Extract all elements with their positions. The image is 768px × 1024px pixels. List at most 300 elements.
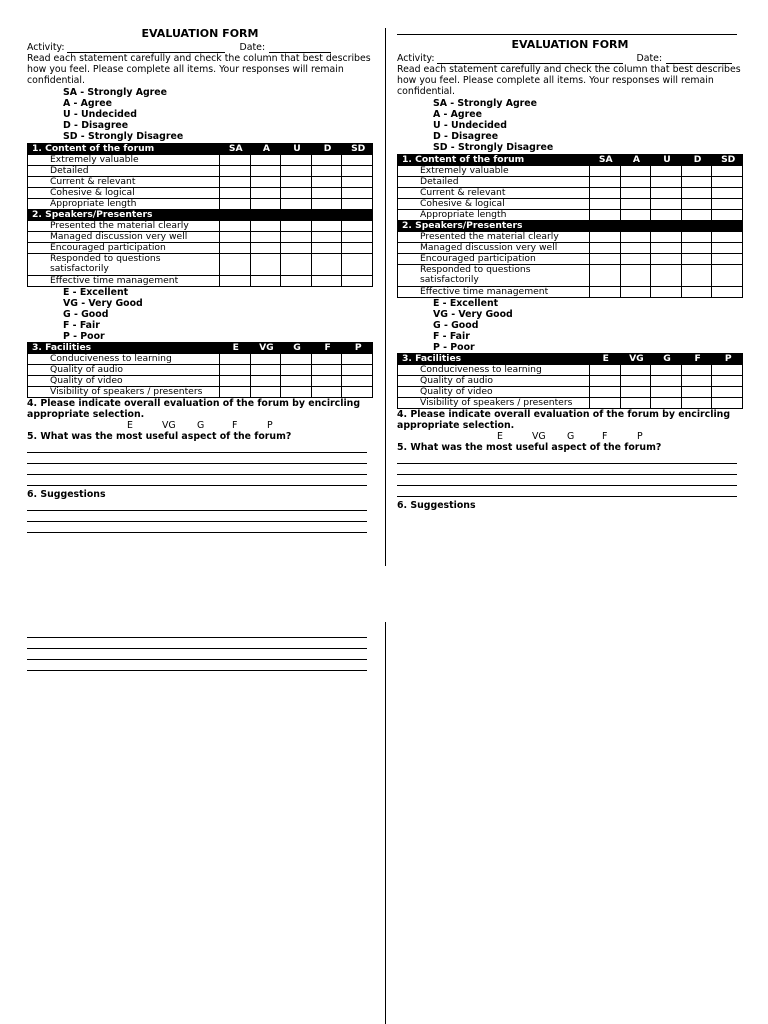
form-title: EVALUATION FORM — [511, 38, 629, 51]
answer-line[interactable] — [27, 500, 367, 511]
check-cell[interactable] — [342, 187, 373, 198]
answer-line[interactable] — [27, 627, 367, 638]
legend-item: G - Good — [433, 319, 479, 331]
table-row — [28, 154, 373, 165]
item-label: Visibility of speakers / presenters — [28, 387, 220, 398]
choice-option[interactable]: G — [197, 420, 205, 432]
column-header: G — [281, 343, 312, 354]
check-cell[interactable] — [311, 165, 342, 176]
check-cell[interactable] — [651, 242, 682, 253]
check-cell[interactable] — [250, 220, 281, 231]
check-cell[interactable] — [220, 154, 251, 165]
check-cell[interactable] — [342, 154, 373, 165]
check-cell[interactable] — [250, 198, 281, 209]
legend-item: F - Fair — [433, 331, 470, 343]
question-5: 5. What was the most useful aspect of the forum? — [27, 431, 292, 443]
table-row — [28, 387, 373, 398]
check-cell[interactable] — [342, 376, 373, 387]
check-cell[interactable] — [281, 387, 312, 398]
table-row — [398, 253, 743, 264]
check-cell[interactable] — [311, 242, 342, 253]
check-cell[interactable] — [281, 176, 312, 187]
table-row — [398, 387, 743, 398]
check-cell[interactable] — [281, 220, 312, 231]
question-6: 6. Suggestions — [27, 489, 106, 501]
answer-line[interactable] — [27, 453, 367, 464]
legend-item: P - Poor — [433, 342, 475, 354]
check-cell[interactable] — [342, 231, 373, 242]
check-cell[interactable] — [651, 365, 682, 376]
check-cell[interactable] — [342, 365, 373, 376]
column-divider-top — [385, 28, 386, 566]
column-header: SD — [342, 143, 373, 154]
check-cell[interactable] — [651, 376, 682, 387]
check-cell[interactable] — [651, 387, 682, 398]
table-row — [28, 365, 373, 376]
check-cell[interactable] — [342, 354, 373, 365]
legend-item: SD - Strongly Disagree — [63, 131, 184, 143]
item-label: Appropriate length — [398, 209, 590, 220]
check-cell[interactable] — [311, 176, 342, 187]
check-cell[interactable] — [681, 286, 712, 297]
check-cell[interactable] — [590, 176, 621, 187]
activity-label: Activity: — [397, 52, 435, 64]
check-cell[interactable] — [220, 198, 251, 209]
check-cell[interactable] — [311, 231, 342, 242]
check-cell[interactable] — [220, 242, 251, 253]
activity-date-row — [397, 52, 743, 64]
check-cell[interactable] — [311, 387, 342, 398]
check-cell[interactable] — [220, 220, 251, 231]
legend-item: G - Good — [63, 308, 109, 320]
check-cell[interactable] — [281, 354, 312, 365]
check-cell[interactable] — [620, 242, 651, 253]
check-cell[interactable] — [220, 165, 251, 176]
item-label: Detailed — [398, 176, 590, 187]
column-header: SA — [590, 154, 621, 165]
item-label: Extremely valuable — [398, 165, 590, 176]
item-label: Visibility of speakers / presenters — [398, 398, 590, 409]
check-cell[interactable] — [590, 264, 621, 286]
choice-option[interactable]: VG — [532, 431, 546, 443]
check-cell[interactable] — [250, 376, 281, 387]
check-cell[interactable] — [281, 231, 312, 242]
check-cell[interactable] — [681, 242, 712, 253]
answer-line[interactable] — [27, 464, 367, 475]
table-row — [398, 209, 743, 220]
legend-item: A - Agree — [433, 108, 482, 120]
check-cell[interactable] — [651, 231, 682, 242]
check-cell[interactable] — [681, 165, 712, 176]
check-cell[interactable] — [220, 231, 251, 242]
check-cell[interactable] — [712, 398, 743, 409]
overall-choices — [397, 431, 743, 442]
column-header: F — [311, 343, 342, 354]
legend-item: D - Disagree — [63, 120, 129, 132]
check-cell[interactable] — [681, 209, 712, 220]
column-header: E — [590, 354, 621, 365]
check-cell[interactable] — [681, 198, 712, 209]
check-cell[interactable] — [651, 187, 682, 198]
table-row — [398, 286, 743, 297]
column-header: D — [311, 143, 342, 154]
column-divider-bottom — [385, 622, 386, 1024]
check-cell[interactable] — [250, 231, 281, 242]
item-label: Effective time management — [398, 286, 590, 297]
check-cell[interactable] — [342, 165, 373, 176]
choice-option[interactable]: E — [127, 420, 133, 432]
check-cell[interactable] — [681, 176, 712, 187]
check-cell[interactable] — [342, 387, 373, 398]
check-cell[interactable] — [712, 365, 743, 376]
date-label: Date: — [636, 52, 663, 64]
section-title: 2. Speakers/Presenters — [398, 220, 743, 231]
section-title: 2. Speakers/Presenters — [28, 209, 373, 220]
check-cell[interactable] — [590, 231, 621, 242]
table-row — [28, 220, 373, 231]
activity-field[interactable] — [437, 54, 623, 64]
item-label: Encouraged participation — [398, 253, 590, 264]
activity-field[interactable] — [67, 43, 225, 53]
check-cell[interactable] — [651, 398, 682, 409]
check-cell[interactable] — [620, 365, 651, 376]
legend-item: SA - Strongly Agree — [63, 86, 168, 98]
check-cell[interactable] — [281, 154, 312, 165]
top-rule — [397, 34, 737, 35]
choice-option[interactable]: F — [232, 420, 238, 432]
section-header-content — [28, 143, 373, 154]
choice-option[interactable]: E — [497, 431, 503, 443]
check-cell[interactable] — [590, 165, 621, 176]
item-label: Effective time management — [28, 275, 220, 286]
table-row — [398, 365, 743, 376]
check-cell[interactable] — [220, 354, 251, 365]
check-cell[interactable] — [220, 253, 251, 275]
date-field[interactable] — [269, 43, 331, 53]
choice-option[interactable]: G — [567, 431, 575, 443]
check-cell[interactable] — [281, 242, 312, 253]
item-label: Extremely valuable — [28, 154, 220, 165]
check-cell[interactable] — [681, 376, 712, 387]
check-cell[interactable] — [712, 387, 743, 398]
item-label: Quality of audio — [28, 365, 220, 376]
table-row — [28, 354, 373, 365]
check-cell[interactable] — [620, 253, 651, 264]
item-label: Cohesive & logical — [398, 198, 590, 209]
check-cell[interactable] — [281, 165, 312, 176]
item-label: Managed discussion very well — [28, 231, 220, 242]
check-cell[interactable] — [311, 376, 342, 387]
section-title: 1. Content of the forum — [28, 143, 220, 154]
table-row — [398, 187, 743, 198]
table-row — [398, 398, 743, 409]
date-field[interactable] — [666, 54, 732, 64]
table-row — [398, 376, 743, 387]
section-header-speakers — [398, 220, 743, 231]
check-cell[interactable] — [712, 198, 743, 209]
check-cell[interactable] — [620, 286, 651, 297]
column-header: E — [220, 343, 251, 354]
check-cell[interactable] — [590, 198, 621, 209]
column-header: U — [651, 154, 682, 165]
legend-item: A - Agree — [63, 97, 112, 109]
check-cell[interactable] — [681, 187, 712, 198]
item-label: Presented the material clearly — [28, 220, 220, 231]
check-cell[interactable] — [712, 242, 743, 253]
check-cell[interactable] — [712, 187, 743, 198]
check-cell[interactable] — [220, 387, 251, 398]
check-cell[interactable] — [281, 365, 312, 376]
check-cell[interactable] — [250, 365, 281, 376]
check-cell[interactable] — [342, 176, 373, 187]
check-cell[interactable] — [281, 253, 312, 275]
check-cell[interactable] — [590, 365, 621, 376]
check-cell[interactable] — [620, 231, 651, 242]
instructions: Read each statement carefully and check the column that best describes how you feel. Please complete all items. Your responses will remain confidential. — [27, 53, 371, 87]
column-header: G — [651, 354, 682, 365]
check-cell[interactable] — [620, 264, 651, 286]
check-cell[interactable] — [250, 176, 281, 187]
check-cell[interactable] — [712, 209, 743, 220]
check-cell[interactable] — [342, 275, 373, 286]
check-cell[interactable] — [651, 286, 682, 297]
section-header-speakers — [28, 209, 373, 220]
check-cell[interactable] — [651, 264, 682, 286]
answer-line[interactable] — [27, 442, 367, 453]
table-row — [28, 253, 373, 275]
item-label: Quality of audio — [398, 376, 590, 387]
rating-table-facilities — [27, 342, 373, 398]
column-header: A — [250, 143, 281, 154]
check-cell[interactable] — [311, 365, 342, 376]
check-cell[interactable] — [250, 253, 281, 275]
answer-line[interactable] — [27, 649, 367, 660]
check-cell[interactable] — [281, 187, 312, 198]
check-cell[interactable] — [681, 264, 712, 286]
check-cell[interactable] — [220, 376, 251, 387]
legend-item: P - Poor — [63, 331, 105, 343]
check-cell[interactable] — [342, 198, 373, 209]
check-cell[interactable] — [311, 275, 342, 286]
check-cell[interactable] — [250, 275, 281, 286]
rating-table-agreement — [27, 143, 373, 287]
check-cell[interactable] — [620, 209, 651, 220]
check-cell[interactable] — [590, 376, 621, 387]
section-header-content — [398, 154, 743, 165]
check-cell[interactable] — [651, 209, 682, 220]
table-row — [28, 242, 373, 253]
legend-item: SA - Strongly Agree — [433, 97, 538, 109]
rating-legend — [27, 287, 373, 343]
check-cell[interactable] — [712, 176, 743, 187]
check-cell[interactable] — [712, 253, 743, 264]
check-cell[interactable] — [590, 398, 621, 409]
check-cell[interactable] — [250, 165, 281, 176]
section-title: 3. Facilities — [398, 354, 590, 365]
activity-date-row — [27, 41, 373, 53]
check-cell[interactable] — [311, 187, 342, 198]
check-cell[interactable] — [590, 187, 621, 198]
check-cell[interactable] — [590, 242, 621, 253]
column-header: D — [681, 154, 712, 165]
check-cell[interactable] — [342, 220, 373, 231]
check-cell[interactable] — [651, 253, 682, 264]
check-cell[interactable] — [250, 154, 281, 165]
check-cell[interactable] — [681, 253, 712, 264]
check-cell[interactable] — [620, 187, 651, 198]
item-label: Quality of video — [398, 387, 590, 398]
check-cell[interactable] — [712, 264, 743, 286]
check-cell[interactable] — [590, 209, 621, 220]
check-cell[interactable] — [681, 231, 712, 242]
table-row — [398, 165, 743, 176]
item-label: Appropriate length — [28, 198, 220, 209]
legend-item: F - Fair — [63, 320, 100, 332]
table-row — [28, 231, 373, 242]
agree-legend — [397, 98, 743, 154]
form-title: EVALUATION FORM — [141, 27, 259, 40]
check-cell[interactable] — [590, 387, 621, 398]
check-cell[interactable] — [250, 242, 281, 253]
column-header: VG — [620, 354, 651, 365]
check-cell[interactable] — [712, 231, 743, 242]
question-5: 5. What was the most useful aspect of the forum? — [397, 442, 662, 454]
answer-line[interactable] — [27, 475, 367, 486]
evaluation-form-left — [27, 27, 373, 533]
answer-line[interactable] — [397, 464, 737, 475]
check-cell[interactable] — [220, 365, 251, 376]
check-cell[interactable] — [681, 365, 712, 376]
check-cell[interactable] — [651, 198, 682, 209]
table-row — [398, 242, 743, 253]
check-cell[interactable] — [620, 387, 651, 398]
check-cell[interactable] — [220, 187, 251, 198]
check-cell[interactable] — [651, 176, 682, 187]
item-label: Cohesive & logical — [28, 187, 220, 198]
answer-line[interactable] — [27, 522, 367, 533]
rating-table-facilities — [397, 353, 743, 409]
check-cell[interactable] — [620, 398, 651, 409]
check-cell[interactable] — [651, 165, 682, 176]
table-row — [28, 176, 373, 187]
rating-table-agreement — [397, 154, 743, 298]
suggestion-lines-continued — [27, 627, 367, 671]
legend-item: SD - Strongly Disagree — [433, 142, 554, 154]
table-row — [398, 231, 743, 242]
column-header: A — [620, 154, 651, 165]
legend-item: E - Excellent — [63, 286, 129, 298]
column-header: P — [712, 354, 743, 365]
question-4: 4. Please indicate overall evaluation of the forum by encircling appropriate selection. — [27, 398, 361, 421]
legend-item: D - Disagree — [433, 131, 499, 143]
check-cell[interactable] — [220, 275, 251, 286]
check-cell[interactable] — [620, 176, 651, 187]
section-title: 1. Content of the forum — [398, 154, 590, 165]
question-6: 6. Suggestions — [397, 500, 476, 512]
question-4: 4. Please indicate overall evaluation of the forum by encircling appropriate selection. — [397, 409, 731, 432]
answer-line[interactable] — [397, 453, 737, 464]
choice-option[interactable]: F — [602, 431, 608, 443]
rating-legend — [397, 298, 743, 354]
date-label: Date: — [239, 41, 266, 53]
table-row — [28, 165, 373, 176]
check-cell[interactable] — [712, 376, 743, 387]
check-cell[interactable] — [342, 253, 373, 275]
column-header: VG — [250, 343, 281, 354]
agree-legend — [27, 87, 373, 143]
column-header: U — [281, 143, 312, 154]
check-cell[interactable] — [590, 253, 621, 264]
overall-choices — [27, 420, 373, 431]
check-cell[interactable] — [250, 387, 281, 398]
check-cell[interactable] — [250, 354, 281, 365]
legend-item: U - Undecided — [433, 119, 507, 131]
column-header: P — [342, 343, 373, 354]
check-cell[interactable] — [590, 286, 621, 297]
check-cell[interactable] — [311, 220, 342, 231]
column-header: SD — [712, 154, 743, 165]
table-row — [398, 264, 743, 286]
item-label: Encouraged participation — [28, 242, 220, 253]
table-row — [28, 376, 373, 387]
check-cell[interactable] — [311, 154, 342, 165]
check-cell[interactable] — [311, 354, 342, 365]
choice-option[interactable]: VG — [162, 420, 176, 432]
activity-label: Activity: — [27, 41, 65, 53]
legend-item: VG - Very Good — [433, 308, 513, 320]
check-cell[interactable] — [712, 165, 743, 176]
answer-line[interactable] — [397, 475, 737, 486]
check-cell[interactable] — [712, 286, 743, 297]
section-header-facilities — [28, 343, 373, 354]
item-label: Responded to questions satisfactorily — [28, 253, 220, 275]
answer-line[interactable] — [397, 486, 737, 497]
instructions: Read each statement carefully and check the column that best describes how you feel. Please complete all items. Your responses will remain confidential. — [397, 64, 741, 98]
answer-line[interactable] — [27, 638, 367, 649]
check-cell[interactable] — [220, 176, 251, 187]
check-cell[interactable] — [620, 198, 651, 209]
table-row — [28, 275, 373, 286]
check-cell[interactable] — [620, 165, 651, 176]
item-label: Detailed — [28, 165, 220, 176]
check-cell[interactable] — [311, 198, 342, 209]
check-cell[interactable] — [281, 275, 312, 286]
answer-line[interactable] — [27, 511, 367, 522]
section-title: 3. Facilities — [28, 343, 220, 354]
item-label: Responded to questions satisfactorily — [398, 264, 590, 286]
choice-option[interactable]: P — [637, 431, 643, 443]
check-cell[interactable] — [681, 387, 712, 398]
legend-item: U - Undecided — [63, 108, 137, 120]
check-cell[interactable] — [281, 376, 312, 387]
check-cell[interactable] — [281, 198, 312, 209]
item-label: Managed discussion very well — [398, 242, 590, 253]
check-cell[interactable] — [342, 242, 373, 253]
item-label: Current & relevant — [398, 187, 590, 198]
check-cell[interactable] — [681, 398, 712, 409]
table-row — [398, 176, 743, 187]
item-label: Presented the material clearly — [398, 231, 590, 242]
answer-line[interactable] — [27, 660, 367, 671]
choice-option[interactable]: P — [267, 420, 273, 432]
item-label: Conduciveness to learning — [398, 365, 590, 376]
legend-item: E - Excellent — [433, 297, 499, 309]
check-cell[interactable] — [311, 253, 342, 275]
table-row — [28, 187, 373, 198]
table-row — [398, 198, 743, 209]
check-cell[interactable] — [620, 376, 651, 387]
check-cell[interactable] — [250, 187, 281, 198]
